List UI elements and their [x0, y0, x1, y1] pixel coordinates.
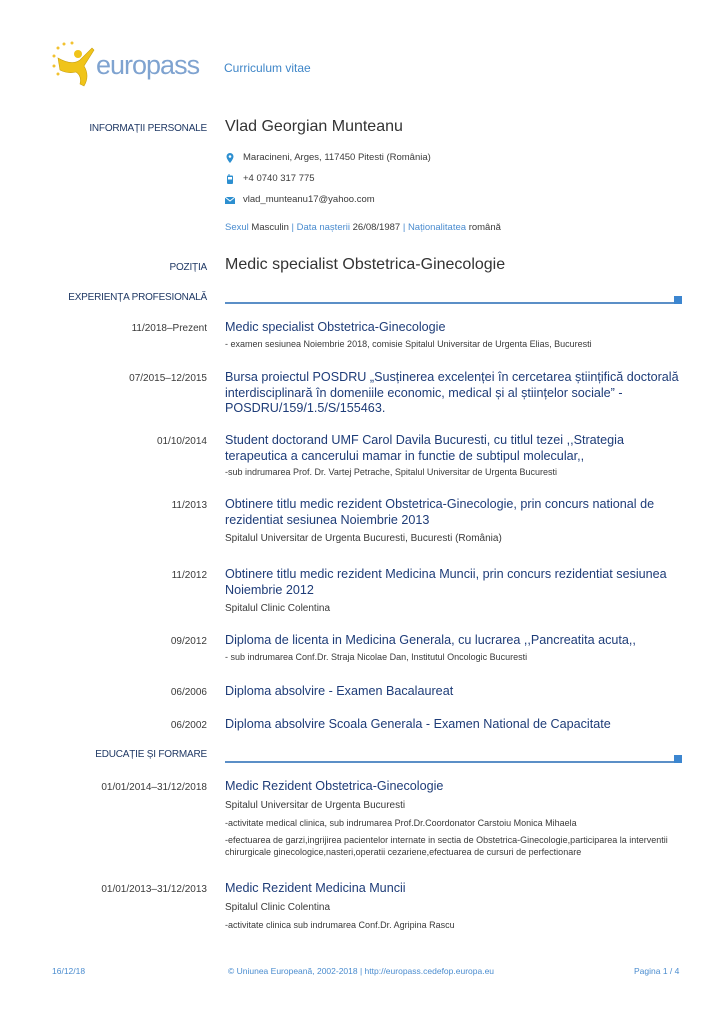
birth-label: Data nașterii	[296, 222, 350, 233]
address-row	[225, 152, 431, 163]
entry	[225, 567, 685, 615]
entry-title: Diploma absolvire Scoala Generala - Examen National de Capacitate	[225, 717, 611, 731]
entry	[225, 881, 685, 931]
entry	[225, 633, 685, 663]
entry	[225, 433, 685, 478]
email[interactable]: vlad_munteanu17@yahoo.com	[243, 194, 375, 205]
footer-date: 16/12/18	[52, 966, 86, 976]
page-label: Pagina	[634, 966, 661, 976]
entry-title: Medic Rezident Obstetrica-Ginecologie	[225, 779, 444, 793]
footer-copyright[interactable]: © Uniunea Europeană, 2002-2018 | http://europass.cedefop.europa.eu	[228, 966, 495, 976]
phone-row	[225, 173, 315, 184]
address: Maracineni, Arges, 117450 Pitesti (România)	[243, 152, 431, 163]
entry-date: 01/01/2013–31/12/2013	[101, 884, 207, 895]
entry-note: -efectuarea de garzi,ingrijirea pacientelor internate in sectia de Obstetrica-Ginecologie,participarea la interventii chirurgicale ginecologice,nasteri,operatii cezariene,efectuarea de cursuri de perfectionare	[225, 835, 668, 857]
entry-title: Bursa proiectul POSDRU „Susținerea excelenței în cercetarea științifică doctorală interdisciplinară în domeniile economic, medical și al științelor sociale” - POSDRU/159/1.5/S/155463.	[225, 370, 679, 415]
entry	[225, 717, 685, 733]
email-row	[225, 194, 375, 205]
location-pin-icon	[225, 153, 235, 163]
entry-date: 01/10/2014	[156, 436, 207, 447]
mobile-phone-icon	[225, 174, 235, 184]
separator: |	[402, 222, 406, 233]
education-section-label: EDUCAȚIE ȘI FORMARE	[95, 749, 207, 760]
sex-label: Sexul	[225, 222, 249, 233]
sex-value: Masculin	[251, 222, 289, 233]
europass-logo	[50, 40, 210, 90]
entry-date: 09/2012	[170, 636, 207, 647]
entry-title: Student doctorand UMF Carol Davila Bucuresti, cu titlul tezei ,,Strategia terapeutica a cancerului mamar in functie de subtipul molecular,,	[225, 433, 624, 463]
entry-organization: Spitalul Clinic Colentina	[225, 603, 331, 614]
personal-info-label: INFORMAȚII PERSONALE	[89, 123, 207, 134]
entry-date: 06/2006	[170, 687, 207, 698]
entry	[225, 497, 685, 545]
page-number: 1 / 4	[662, 966, 680, 976]
entry	[225, 684, 685, 700]
position-label: POZIȚIA	[169, 262, 207, 273]
nationality-label: Naționalitatea	[407, 222, 467, 233]
entry-title: Diploma absolvire - Examen Bacalaureat	[225, 684, 454, 698]
section-marker	[674, 755, 682, 763]
entry	[225, 320, 685, 350]
entry-subtitle: - examen sesiunea Noiembrie 2018, comisie Spitalul Universitar de Urgenta Elias, Bucuresti	[225, 338, 592, 349]
logo-text: europass	[96, 50, 200, 80]
entry-date: 11/2012	[171, 570, 207, 581]
entry-note: -activitate clinica sub indrumarea Conf.Dr. Agripina Rascu	[225, 919, 455, 930]
entry-subtitle: -sub indrumarea Prof. Dr. Vartej Petrache, Spitalul Universitar de Urgenta Bucuresti	[225, 467, 557, 477]
personal-details	[225, 222, 501, 233]
entry-date: 06/2002	[170, 720, 207, 731]
entry-date: 07/2015–12/2015	[129, 373, 207, 384]
entry-organization: Spitalul Universitar de Urgenta Bucuresti	[225, 799, 406, 811]
section-divider	[225, 302, 675, 304]
entry	[225, 779, 685, 858]
entry-date: 11/2018–Prezent	[131, 323, 207, 334]
section-divider	[225, 761, 675, 763]
entry-date: 01/01/2014–31/12/2018	[101, 782, 207, 793]
entry-title: Obtinere titlu medic rezident Medicina Muncii, prin concurs rezidentiat sesiunea Noiembrie 2012	[225, 567, 667, 597]
email-envelope-icon	[225, 195, 235, 205]
entry-subtitle: - sub indrumarea Conf.Dr. Straja Nicolae Dan, Institutul Oncologic Bucuresti	[225, 651, 528, 662]
entry	[225, 370, 685, 417]
entry-title: Medic specialist Obstetrica-Ginecologie	[225, 320, 446, 334]
full-name: Vlad Georgian Munteanu	[225, 118, 403, 135]
entry-title: Diploma de licenta in Medicina Generala, cu lucrarea ,,Pancreatita acuta,,	[225, 633, 636, 647]
entry-organization: Spitalul Clinic Colentina	[225, 901, 331, 913]
experience-section-label: EXPERIENȚA PROFESIONALĂ	[68, 292, 207, 303]
section-marker	[674, 296, 682, 304]
separator: |	[291, 222, 295, 233]
birth-value: 26/08/1987	[352, 222, 401, 233]
nationality-value: română	[468, 222, 501, 233]
entry-date: 11/2013	[171, 500, 207, 511]
footer-page	[634, 966, 679, 976]
entry-title: Obtinere titlu medic rezident Obstetrica-Ginecologie, prin concurs national de rezidentiat sesiunea Noiembrie 2013	[225, 497, 655, 527]
phone: +4 0740 317 775	[243, 173, 315, 184]
entry-note: -activitate medical clinica, sub indrumarea Prof.Dr.Coordonator Carstoiu Monica Mihaela	[225, 817, 577, 828]
position-value: Medic specialist Obstetrica-Ginecologie	[225, 256, 506, 273]
entry-organization: Spitalul Universitar de Urgenta Bucuresti, Bucuresti (România)	[225, 533, 502, 544]
doc-type: Curriculum vitae	[224, 61, 311, 75]
entry-title: Medic Rezident Medicina Muncii	[225, 881, 406, 895]
